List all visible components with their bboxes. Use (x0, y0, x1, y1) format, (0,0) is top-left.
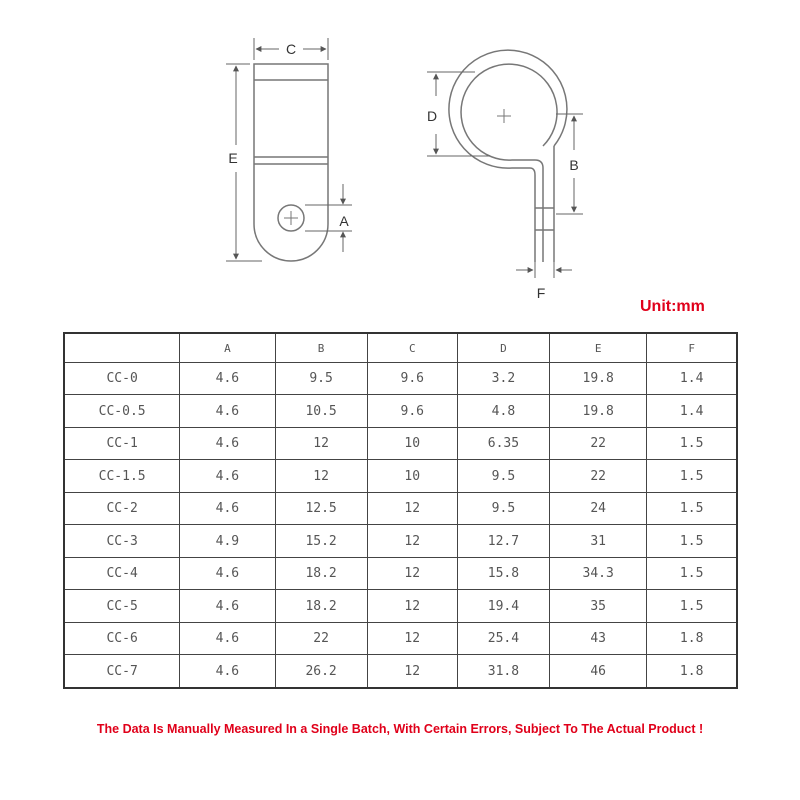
table-cell: 1.5 (647, 590, 737, 622)
table-row (64, 622, 737, 654)
table-cell: 19.4 (457, 590, 549, 622)
table-row (64, 460, 737, 492)
table-header-cell: C (367, 333, 457, 363)
table-cell: 1.5 (647, 492, 737, 524)
table-cell: CC-1.5 (64, 460, 180, 492)
table-cell: 1.8 (647, 655, 737, 688)
table-cell: 1.4 (647, 363, 737, 395)
table-cell: 22 (550, 427, 647, 459)
table-cell: 4.8 (457, 395, 549, 427)
table-cell: 12 (367, 622, 457, 654)
table-cell: 4.6 (180, 655, 275, 688)
dim-label-e: E (228, 150, 238, 166)
table-cell: CC-1 (64, 427, 180, 459)
table-cell: 9.6 (367, 363, 457, 395)
table-cell: CC-4 (64, 557, 180, 589)
table-cell: CC-3 (64, 525, 180, 557)
table-cell: 1.5 (647, 460, 737, 492)
dim-label-b: B (569, 157, 579, 173)
table-cell: 25.4 (457, 622, 549, 654)
table-cell: 34.3 (550, 557, 647, 589)
table-cell: 10 (367, 427, 457, 459)
table-cell: 4.6 (180, 492, 275, 524)
table-row (64, 525, 737, 557)
dim-label-d: D (426, 108, 438, 124)
table-cell: 12.7 (457, 525, 549, 557)
table-cell: CC-5 (64, 590, 180, 622)
table-cell: 12 (367, 590, 457, 622)
table-cell: 1.8 (647, 622, 737, 654)
table-row (64, 590, 737, 622)
table-cell: 9.6 (367, 395, 457, 427)
table-cell: 15.2 (275, 525, 367, 557)
table-cell: 19.8 (550, 395, 647, 427)
table-cell: 4.9 (180, 525, 275, 557)
table-cell: 10 (367, 460, 457, 492)
table-cell: 12 (275, 460, 367, 492)
table-cell: 4.6 (180, 460, 275, 492)
table-header-cell: E (550, 333, 647, 363)
table-cell: 1.5 (647, 427, 737, 459)
table-cell: 12 (275, 427, 367, 459)
dim-label-f: F (536, 285, 546, 300)
table-cell: 19.8 (550, 363, 647, 395)
table-cell: 22 (275, 622, 367, 654)
table-cell: 24 (550, 492, 647, 524)
table-header-cell: A (180, 333, 275, 363)
table-cell: 43 (550, 622, 647, 654)
table-cell: 10.5 (275, 395, 367, 427)
table-cell: 4.6 (180, 557, 275, 589)
cable-clip-drawing (0, 0, 800, 300)
table-cell: 22 (550, 460, 647, 492)
table-cell: 6.35 (457, 427, 549, 459)
table-cell: 15.8 (457, 557, 549, 589)
table-header-row (64, 333, 737, 363)
table-header-cell: B (275, 333, 367, 363)
table-row (64, 427, 737, 459)
table-cell: 9.5 (275, 363, 367, 395)
table-cell: 9.5 (457, 492, 549, 524)
table-cell: 26.2 (275, 655, 367, 688)
dim-label-c: C (285, 41, 297, 57)
table-cell: 18.2 (275, 590, 367, 622)
dim-label-a: A (339, 213, 349, 229)
table-row (64, 557, 737, 589)
table-cell: 12.5 (275, 492, 367, 524)
table-cell: 4.6 (180, 363, 275, 395)
table-cell: 1.4 (647, 395, 737, 427)
table-row (64, 363, 737, 395)
table-cell: 31 (550, 525, 647, 557)
table-cell: 1.5 (647, 557, 737, 589)
table-cell: 1.5 (647, 525, 737, 557)
table-cell: CC-7 (64, 655, 180, 688)
table-cell: CC-0 (64, 363, 180, 395)
table-cell: 12 (367, 492, 457, 524)
table-cell: 35 (550, 590, 647, 622)
table-header-cell (64, 333, 180, 363)
table-cell: 4.6 (180, 427, 275, 459)
table-cell: 46 (550, 655, 647, 688)
table-cell: 31.8 (457, 655, 549, 688)
table-cell: 12 (367, 655, 457, 688)
table-row (64, 492, 737, 524)
table-cell: 12 (367, 557, 457, 589)
table-cell: 4.6 (180, 622, 275, 654)
table-cell: CC-0.5 (64, 395, 180, 427)
table-cell: CC-2 (64, 492, 180, 524)
size-spec-table (63, 332, 738, 689)
table-header-cell: D (457, 333, 549, 363)
table-cell: 4.6 (180, 395, 275, 427)
table-cell: 4.6 (180, 590, 275, 622)
dimension-f (516, 262, 572, 278)
table-cell: CC-6 (64, 622, 180, 654)
table-cell: 3.2 (457, 363, 549, 395)
table-cell: 12 (367, 525, 457, 557)
table-header-cell: F (647, 333, 737, 363)
disclaimer-note: The Data Is Manually Measured In a Single Batch, With Certain Errors, Subject To The Actual Product ! (96, 722, 704, 736)
table-row (64, 655, 737, 688)
table-cell: 9.5 (457, 460, 549, 492)
table-cell: 18.2 (275, 557, 367, 589)
table-row (64, 395, 737, 427)
unit-label: Unit:mm (640, 298, 705, 315)
